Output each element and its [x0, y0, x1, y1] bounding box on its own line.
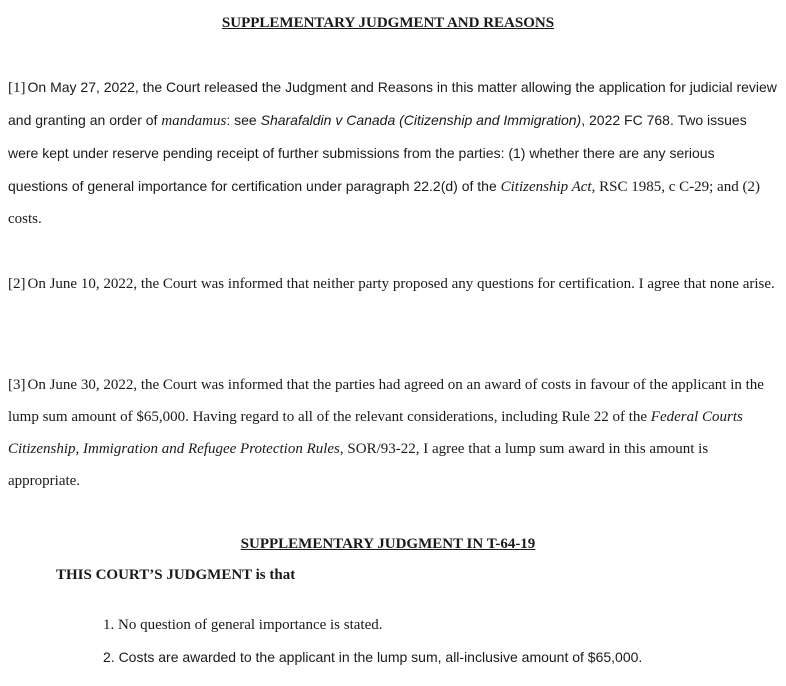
paragraph-3	[8, 369, 778, 497]
paragraph-1-text-d: , RSC 1985, c C-29; and (2) costs.	[8, 179, 760, 227]
paragraph-1-text-a: On May 27, 2022, the Court released the Judgment and Reasons in this matter allowing the application for judicial review and granting an order of	[8, 79, 777, 128]
paragraph-1-text-b: : see	[226, 112, 261, 128]
order-item-1: 1. No question of general importance is stated.	[103, 617, 383, 633]
paragraph-1-case-citation: Sharafaldin v Canada (Citizenship and Immigration)	[260, 112, 582, 128]
paragraph-1-italic-mandamus: mandamus	[161, 113, 227, 129]
paragraph-1	[8, 71, 778, 235]
paragraph-3-text-a: On June 30, 2022, the Court was informed that the parties had agreed on an award of costs in favour of the applicant in the lump sum amount of $65,000. Having regard to all of the relevant considerations, including Rule 22 of the	[8, 377, 764, 425]
paragraph-1-text-c: , 2022 FC 768. Two issues were kept under reserve pending receipt of further submissions from the parties: (1) whether there are any serious questions of general importance for certification under paragraph 22.2(d) of the	[8, 112, 747, 194]
paragraph-1-statute-name: Citizenship Act	[500, 179, 592, 195]
paragraph-2-text: On June 10, 2022, the Court was informed that neither party proposed any questions for certification. I agree that none arise.	[27, 276, 775, 292]
paragraph-2-number: [2]	[8, 276, 26, 292]
order-item-2: 2. Costs are awarded to the applicant in the lump sum, all-inclusive amount of $65,000.	[103, 649, 643, 665]
order-list	[103, 614, 642, 678]
paragraph-2	[8, 268, 778, 300]
judgment-lead: THIS COURT’S JUDGMENT is that	[56, 567, 296, 583]
judgment-heading: SUPPLEMENTARY JUDGMENT IN T-64-19	[240, 536, 536, 552]
paragraph-3-number: [3]	[8, 377, 26, 393]
document-title: SUPPLEMENTARY JUDGMENT AND REASONS	[221, 15, 555, 31]
paragraph-1-number: [1]	[8, 80, 26, 96]
paragraph-3-text-b: , SOR/93-22, I agree that a lump sum award in this amount is appropriate.	[8, 441, 709, 489]
paragraph-3-rules-name: Federal Courts Citizenship, Immigration and Refugee Protection Rules	[8, 409, 743, 457]
